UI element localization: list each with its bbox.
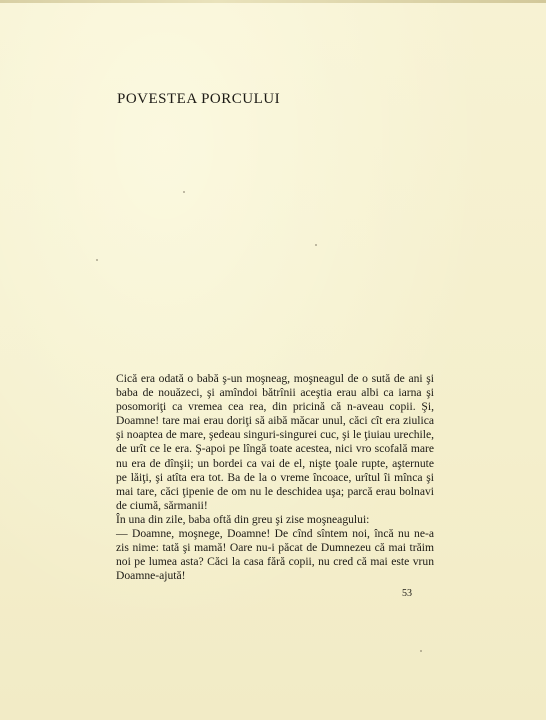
paper-speck <box>96 259 98 261</box>
page-number: 53 <box>402 588 412 599</box>
page-top-edge <box>0 0 546 3</box>
story-title: POVESTEA PORCULUI <box>117 91 281 107</box>
paper-speck <box>315 244 317 246</box>
story-body <box>116 372 434 583</box>
paper-speck <box>420 650 422 652</box>
paragraph-2: În una din zile, baba oftă din greu şi zise moşneagului: <box>116 512 370 526</box>
paper-speck <box>183 191 185 193</box>
paragraph-1: Cică era odată o babă ş-un moşneag, moşneagul de o sută de ani şi baba de nouăzeci, şi amîndoi bătrînii aceştia erau albi ca iarna şi posomoriţi ca vremea cea rea, din pricină că n-aveau copii. Şi, Doamne! tare mai erau doriţi să aibă măcar unul, căci cît era ziulica şi noaptea de mare, şedeau singuri-singurei cuc, şi le ţiuiau urechile, de urît ce le era. Ş-apoi pe lîngă toate acestea, nici vro scofală mare nu era de dînşii; un bordei ca vai de el, nişte ţoale rupte, aşternute pe lăiţi, şi atîta era tot. Ba de la o vreme încoace, urîtul îi mînca şi mai tare, căci ţipenie de om nu le deschidea uşa; parcă erau bolnavi de ciumă, sărmanii! <box>116 372 434 512</box>
paragraph-3: — Doamne, moşnege, Doamne! De cînd sîntem noi, încă nu ne-a zis nime: tată şi mamă! Oare nu-i păcat de Dumnezeu că mai trăim noi pe lumea asta? Căci la casa fără copii, nu cred că mai este vrun Doamne-ajută! <box>116 527 434 583</box>
